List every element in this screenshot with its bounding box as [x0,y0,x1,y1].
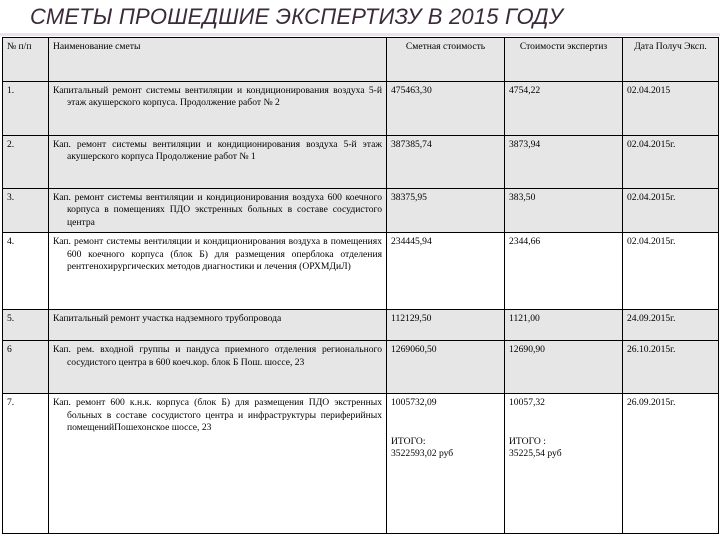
row-num: 2. [3,136,49,189]
table-row [3,310,719,341]
page-title: СМЕТЫ ПРОШЕДШИЕ ЭКСПЕРТИЗУ В 2015 ГОДУ [30,4,563,29]
row-cost [387,394,505,534]
row-num: 5. [3,310,49,341]
row-date: 02.04.2015г. [623,233,719,310]
row-num: 7. [3,394,49,534]
row-num: 1. [3,82,49,136]
row-name: Капитальный ремонт системы вентиляции и кондиционирования воздуха 5-й этаж акушерского корпуса. Продолжение работ № 2 [49,82,387,136]
row-date: 24.09.2015г. [623,310,719,341]
table-row [3,136,719,189]
row-cost: 112129,50 [387,310,505,341]
header-date: Дата Получ Эксп. [623,38,719,82]
row-date: 26.10.2015г. [623,341,719,394]
row-name: Кап. ремонт системы вентиляции и кондиционирования воздуха 600 коечного корпуса в помещениях ПДО экстренных больных в составе сосудистого центра [49,189,387,233]
table-row [3,82,719,136]
header-cost: Сметная стоимость [387,38,505,82]
row-name: Кап. ремонт системы вентиляции и кондиционирования воздуха 5-й этаж акушерского корпуса Продолжение работ № 1 [49,136,387,189]
header-num: № п/п [3,38,49,82]
total-cost-label: ИТОГО: [391,435,426,447]
total-expertise-value: 35225,54 руб [509,448,562,460]
row-num: 4. [3,233,49,310]
row-num: 6 [3,341,49,394]
row-cost: 234445,94 [387,233,505,310]
total-expertise-label: ИТОГО : [509,435,546,447]
row-date: 02.04.2015г. [623,189,719,233]
table-row [3,233,719,310]
row-expertise-value: 10057,32 [509,397,545,409]
row-name: Капитальный ремонт участка надземного трубопровода [49,310,387,341]
table-row [3,341,719,394]
row-date: 02.04.2015 [623,82,719,136]
row-cost: 475463,30 [387,82,505,136]
row-name: Кап. ремонт 600 к.н.к. корпуса (блок Б) для размещения ПДО экстренных больных в составе сосудистого центра и инфраструктуры периферийных помещенийПошехонское шоссе, 23 [49,394,387,534]
row-expertise: 383,50 [505,189,623,233]
row-expertise: 1121,00 [505,310,623,341]
row-cost: 387385,74 [387,136,505,189]
row-expertise: 4754,22 [505,82,623,136]
row-date: 26.09.2015г. [623,394,719,534]
row-cost: 38375,95 [387,189,505,233]
header-expertise: Стоимости экспертиз [505,38,623,82]
row-cost-value: 1005732,09 [391,397,437,409]
row-name: Кап. рем. входной группы и пандуса приемного отделения регионального сосудистого центра в 600 коеч.кор. блок Б Пош. шоссе, 23 [49,341,387,394]
row-expertise: 12690,90 [505,341,623,394]
row-expertise: 2344,66 [505,233,623,310]
total-cost-value: 3522593,02 руб [391,448,454,460]
table-row [3,189,719,233]
row-date: 02.04.2015г. [623,136,719,189]
header-name: Наименование сметы [49,38,387,82]
row-name: Кап. ремонт системы вентиляции и кондиционирования воздуха в помещениях 600 коечного корпуса (блок Б) для размещения оперблока отделения рентгенохирургических методов диагностики и лечения (ОРХМДиЛ) [49,233,387,310]
row-cost: 1269060,50 [387,341,505,394]
row-num: 3. [3,189,49,233]
table-row [3,394,719,534]
title-divider [0,33,720,36]
row-expertise [505,394,623,534]
estimates-table [2,37,719,534]
row-expertise: 3873,94 [505,136,623,189]
table-header-row [3,38,719,82]
